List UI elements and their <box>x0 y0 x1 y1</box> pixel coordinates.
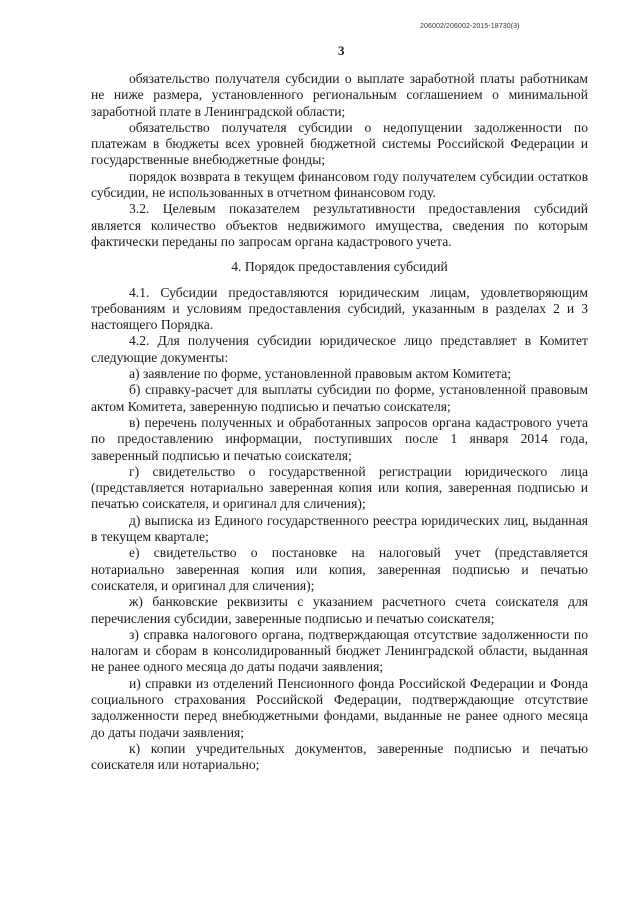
paragraph: 4.1. Субсидии предоставляются юридическим лицам, удовлетворяющим требованиям и условиям предоставления субсидий, указанным в разделах 2 и 3 настоящего Порядка. <box>91 284 588 333</box>
paragraph: порядок возврата в текущем финансовом году получателем субсидии остатков субсидии, не использованных в отчетном финансовом году. <box>91 168 588 201</box>
paragraph: 3.2. Целевым показателем результативности предоставления субсидий является количество объектов недвижимого имущества, сведения по которым фактически переданы по запросам органа кадастрового учета. <box>91 201 588 249</box>
list-item: ж) банковские реквизиты с указанием расчетного счета соискателя для перечисления субсидии, заверенные подписью и печатью соискателя; <box>91 594 588 626</box>
list-item: и) справки из отделений Пенсионного фонда Российской Федерации и Фонда социального страхования Российской Федерации, подтверждающие отсутствие задолженности перед внебюджетными фондами, выданные не ранее одного месяца до даты подачи заявления; <box>91 675 588 740</box>
paragraph: обязательство получателя субсидии о недопущении задолженности по платежам в бюджеты всех уровней бюджетной системы Российской Федерации и государственные внебюджетные фонды; <box>91 119 588 168</box>
list-item: в) перечень полученных и обработанных запросов органа кадастрового учета по предоставлению информации, поступивших после 1 января 2014 года, заверенный подписью и печатью соискателя; <box>91 414 588 463</box>
list-item: е) свидетельство о постановке на налоговый учет (представляется нотариально заверенная копия или копия, заверенная подписью и печатью соискателя, и оригинал для сличения); <box>91 545 588 593</box>
list-item: г) свидетельство о государственной регистрации юридического лица (представляется нотариально заверенная копия или копия, заверенная подписью и печатью соискателя, и оригинал для сличения); <box>91 463 588 512</box>
list-item: к) копии учредительных документов, заверенные подписью и печатью соискателя или нотариально; <box>91 740 588 773</box>
document-id: 206002/206002-2015-18730(3) <box>420 23 520 30</box>
paragraph: 4.2. Для получения субсидии юридическое лицо представляет в Комитет следующие документы: <box>91 333 588 365</box>
list-item: д) выписка из Единого государственного реестра юридических лиц, выданная в текущем квартале; <box>91 512 588 545</box>
list-item: б) справку-расчет для выплаты субсидии по форме, установленной правовым актом Комитета, заверенную подписью и печатью соискателя; <box>91 382 588 414</box>
list-item: з) справка налогового органа, подтверждающая отсутствие задолженности по налогам и сборам в консолидированный бюджет Ленинградской области, выданная не ранее одного месяца до даты подачи заявления; <box>91 626 588 675</box>
section-heading: 4. Порядок предоставления субсидий <box>231 259 448 275</box>
document-body <box>91 71 588 773</box>
page-number: 3 <box>338 43 345 58</box>
paragraph: обязательство получателя субсидии о выплате заработной платы работникам не ниже размера, установленного региональным соглашением о минимальной заработной плате в Ленинградской области; <box>91 71 588 119</box>
list-item: а) заявление по форме, установленной правовым актом Комитета; <box>129 366 512 382</box>
